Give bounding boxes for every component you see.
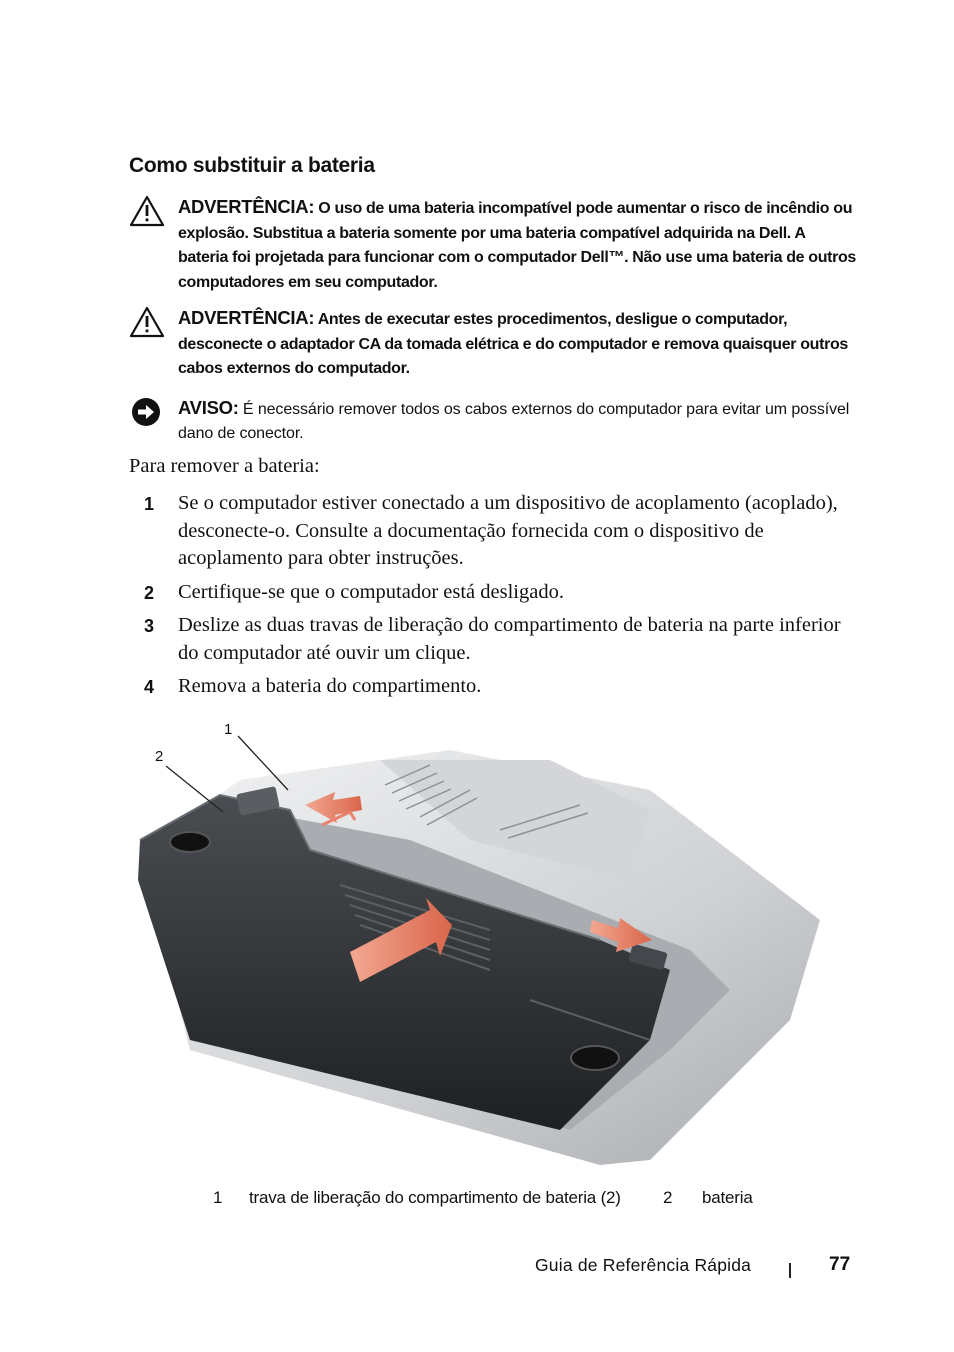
laptop-battery-illustration bbox=[130, 720, 830, 1170]
step-text: Deslize as duas travas de liberação do compartimento de bateria na parte inferior do computador até ouvir um clique. bbox=[178, 614, 841, 664]
battery-removal-figure bbox=[130, 720, 830, 1170]
caption-number-2: 2 bbox=[663, 1188, 673, 1207]
warning-2 bbox=[129, 306, 859, 382]
step-3 bbox=[129, 612, 859, 667]
page-number: 77 bbox=[829, 1254, 851, 1275]
footer-guide-title: Guia de Referência Rápida bbox=[535, 1255, 752, 1275]
step-1 bbox=[129, 490, 859, 573]
footer-divider bbox=[789, 1263, 791, 1278]
warning-text: Antes de executar estes procedimentos, desligue o computador, desconecte o adaptador CA da tomada elétrica e do computador e remova quaisquer outros cabos externos do computador. bbox=[178, 311, 848, 377]
step-4 bbox=[129, 673, 859, 701]
section-title: Como substituir a bateria bbox=[129, 154, 375, 177]
step-text: Se o computador estiver conectado a um dispositivo de acoplamento (acoplado), desconecte-o. Consulte a documentação fornecida com o dispositivo de acoplamento para obter instruções. bbox=[178, 492, 838, 569]
warning-label: ADVERTÊNCIA: bbox=[178, 196, 315, 217]
warning-triangle-icon bbox=[129, 306, 165, 338]
warning-text: O uso de uma bateria incompatível pode aumentar o risco de incêndio ou explosão. Substitua a bateria somente por uma bateria compatível adquirida na Dell. A bateria foi projetada para funcionar com o computador Dell™. Não use uma bateria de outros computadores em seu computador. bbox=[178, 200, 856, 291]
caption-number-1: 1 bbox=[213, 1188, 223, 1207]
warning-1 bbox=[129, 195, 859, 295]
callout-2: 2 bbox=[155, 748, 164, 765]
caption-label-2: bateria bbox=[702, 1188, 753, 1207]
intro-text: Para remover a bateria: bbox=[129, 455, 320, 477]
notice-icon bbox=[129, 396, 165, 428]
step-text: Certifique-se que o computador está desligado. bbox=[178, 580, 564, 603]
notice-text: É necessário remover todos os cabos externos do computador para evitar um possível dano de conector. bbox=[178, 401, 850, 442]
steps-list bbox=[129, 490, 859, 707]
notice-label: AVISO: bbox=[178, 397, 239, 418]
step-2 bbox=[129, 579, 859, 607]
warning-triangle-icon bbox=[129, 195, 165, 227]
caption-label-1: trava de liberação do compartimento de bateria (2) bbox=[249, 1188, 621, 1207]
step-number: 4 bbox=[144, 677, 155, 697]
step-number: 2 bbox=[144, 582, 155, 603]
warning-label: ADVERTÊNCIA: bbox=[178, 307, 315, 328]
step-text: Remova a bateria do compartimento. bbox=[178, 675, 482, 697]
notice bbox=[129, 396, 859, 446]
step-number: 3 bbox=[144, 616, 155, 636]
step-number: 1 bbox=[144, 494, 155, 514]
callout-1: 1 bbox=[224, 721, 233, 738]
